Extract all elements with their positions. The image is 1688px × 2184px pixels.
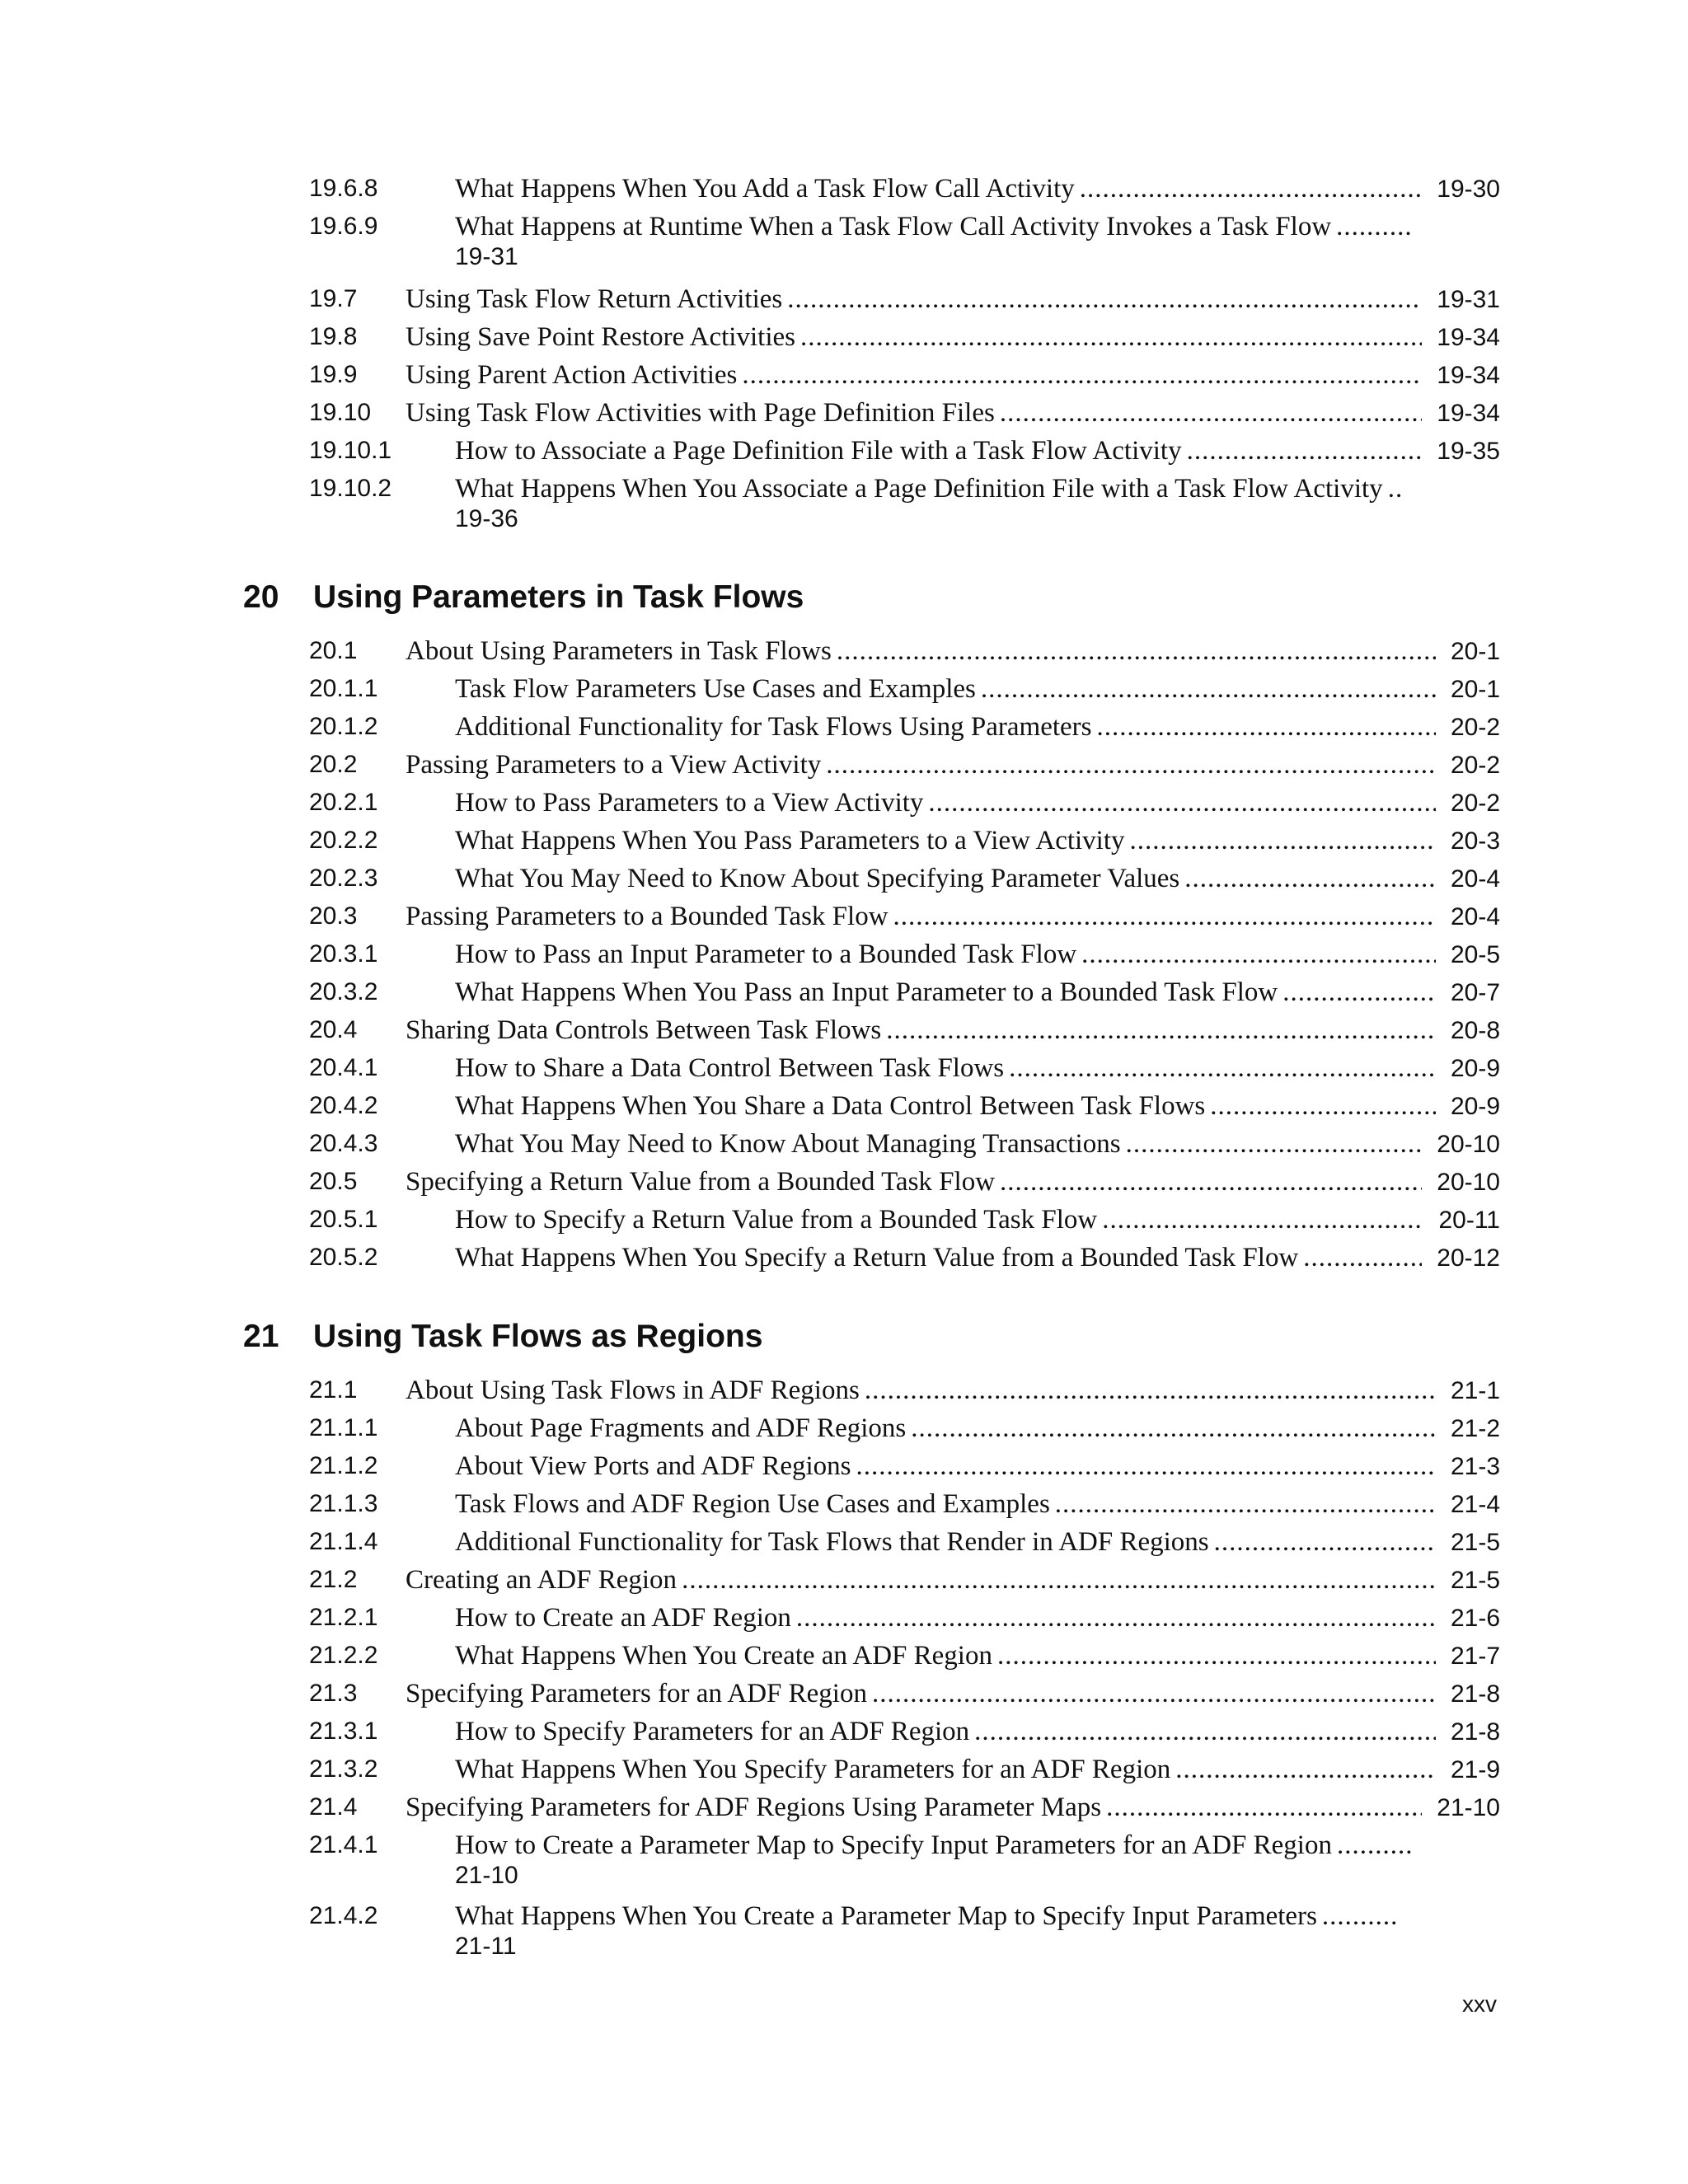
- entry-page: 21-9: [1450, 1756, 1500, 1783]
- entry-page: 21-1: [1450, 1377, 1500, 1404]
- toc-entry[interactable]: [309, 356, 1500, 394]
- toc-entry[interactable]: [309, 1125, 1500, 1163]
- entry-page: 21-7: [1450, 1643, 1500, 1670]
- entry-title: What Happens When You Specify Parameters for an ADF Region: [455, 1755, 1171, 1784]
- entry-number: 21.2.2: [309, 1642, 378, 1669]
- entry-page: 19-34: [1437, 400, 1500, 427]
- toc-entry[interactable]: [309, 973, 1500, 1011]
- toc-entry[interactable]: [309, 432, 1500, 470]
- entry-number: 20.2.2: [309, 827, 378, 854]
- entry-number: 20.2.1: [309, 789, 378, 816]
- entry-number: 21.4.2: [309, 1902, 378, 1929]
- toc-entry[interactable]: [309, 1713, 1500, 1750]
- entry-title: About Page Fragments and ADF Regions: [455, 1413, 907, 1443]
- entry-title: How to Create a Parameter Map to Specify Input Parameters for an ADF Region: [455, 1830, 1332, 1860]
- entry-page: 20-9: [1450, 1055, 1500, 1082]
- entry-title: What Happens When You Specify a Return Value from a Bounded Task Flow: [455, 1243, 1299, 1272]
- entry-page: 20-7: [1450, 979, 1500, 1006]
- entry-title: Using Task Flow Activities with Page Definition Files: [406, 398, 995, 428]
- dot-leader: [1388, 470, 1404, 508]
- entry-page: 20-11: [1438, 1207, 1500, 1234]
- entry-page: 20-9: [1450, 1093, 1500, 1120]
- entry-page: 19-30: [1437, 176, 1500, 203]
- entry-number: 20.1.2: [309, 713, 378, 740]
- entry-number: 20.3: [309, 902, 358, 930]
- dot-leader: [1097, 708, 1436, 746]
- dot-leader: [1336, 208, 1413, 246]
- toc-entry[interactable]: [309, 898, 1500, 935]
- entry-page: 19-31: [1437, 286, 1500, 313]
- toc-entry[interactable]: [309, 1201, 1500, 1239]
- toc-entry[interactable]: [309, 1485, 1500, 1523]
- entry-number: 20.4.2: [309, 1092, 378, 1119]
- dot-leader: [1000, 1163, 1422, 1201]
- entry-title: Specifying Parameters for an ADF Region: [406, 1679, 867, 1708]
- toc-entry[interactable]: [309, 1788, 1500, 1826]
- chapter-heading[interactable]: [243, 1316, 762, 1357]
- entry-number: 19.6.9: [309, 213, 378, 240]
- toc-entry[interactable]: [309, 1239, 1500, 1277]
- dot-leader: [1080, 170, 1423, 208]
- entry-page: 21-3: [1450, 1453, 1500, 1480]
- entry-page: 20-10: [1437, 1169, 1500, 1196]
- dot-leader: [865, 1371, 1436, 1409]
- entry-title: About Using Parameters in Task Flows: [406, 636, 832, 666]
- dot-leader: [837, 632, 1436, 670]
- entry-page: 20-8: [1450, 1017, 1500, 1044]
- entry-number: 21.4.1: [309, 1831, 378, 1858]
- dot-leader: [981, 670, 1436, 708]
- entry-page: 20-2: [1450, 752, 1500, 779]
- dot-leader: [1337, 1826, 1414, 1864]
- toc-entry[interactable]: [309, 1750, 1500, 1788]
- entry-number: 21.3.2: [309, 1755, 378, 1783]
- entry-title: How to Specify Parameters for an ADF Region: [455, 1717, 970, 1746]
- entry-title: Additional Functionality for Task Flows Using Parameters: [455, 712, 1092, 742]
- chapter-heading[interactable]: [243, 577, 804, 618]
- entry-number: 20.2: [309, 751, 358, 778]
- entry-page: 21-11: [455, 1933, 517, 1960]
- entry-title: How to Specify a Return Value from a Bounded Task Flow: [455, 1205, 1098, 1235]
- dot-leader: [1009, 1049, 1436, 1087]
- entry-title: How to Create an ADF Region: [455, 1603, 791, 1633]
- dot-leader: [928, 784, 1436, 822]
- entry-number: 21.4: [309, 1793, 358, 1821]
- entry-number: 20.5: [309, 1168, 358, 1195]
- entry-title: How to Associate a Page Definition File with a Task Flow Activity: [455, 436, 1182, 466]
- dot-leader: [1130, 822, 1436, 860]
- entry-page: 20-2: [1450, 790, 1500, 817]
- toc-entry[interactable]: [309, 1447, 1500, 1485]
- entry-title: Using Save Point Restore Activities: [406, 322, 795, 352]
- entry-number: 21.3.1: [309, 1718, 378, 1745]
- entry-number: 20.5.2: [309, 1244, 378, 1271]
- entry-number: 20.1.1: [309, 675, 378, 702]
- entry-page: 21-10: [455, 1862, 518, 1889]
- toc-entry[interactable]: [309, 1011, 1500, 1049]
- entry-title: What Happens at Runtime When a Task Flow Call Activity Invokes a Task Flow: [455, 212, 1332, 241]
- dot-leader: [1303, 1239, 1422, 1277]
- entry-title: Specifying a Return Value from a Bounded Task Flow: [406, 1167, 996, 1197]
- entry-number: 20.3.1: [309, 940, 378, 968]
- entry-number: 19.8: [309, 323, 358, 350]
- entry-title: What You May Need to Know About Managing Transactions: [455, 1129, 1121, 1159]
- entry-number: 19.6.8: [309, 175, 378, 202]
- toc-entry[interactable]: [309, 860, 1500, 898]
- entry-title: Using Parent Action Activities: [406, 360, 738, 390]
- entry-page: 20-12: [1437, 1244, 1500, 1272]
- toc-entry[interactable]: [309, 746, 1500, 784]
- dot-leader: [787, 280, 1422, 318]
- dot-leader: [742, 356, 1422, 394]
- entry-number: 21.1.1: [309, 1414, 378, 1441]
- dot-leader: [682, 1561, 1436, 1599]
- dot-leader: [1102, 1201, 1423, 1239]
- entry-title: Task Flows and ADF Region Use Cases and Examples: [455, 1489, 1050, 1519]
- dot-leader: [886, 1011, 1436, 1049]
- entry-number: 21.1.3: [309, 1490, 378, 1517]
- toc-entry[interactable]: [309, 1826, 1500, 1900]
- entry-title: Additional Functionality for Task Flows that Render in ADF Regions: [455, 1527, 1209, 1557]
- entry-number: 20.4.3: [309, 1130, 378, 1157]
- dot-leader: [826, 746, 1436, 784]
- toc-entry[interactable]: [309, 1599, 1500, 1637]
- chapter-title: Using Parameters in Task Flows: [313, 579, 804, 615]
- entry-number: 19.10.1: [309, 437, 392, 464]
- dot-leader: [796, 1599, 1436, 1637]
- chapter-title: Using Task Flows as Regions: [313, 1319, 763, 1354]
- entry-page: 20-1: [1450, 676, 1500, 703]
- entry-page: 21-5: [1450, 1567, 1500, 1594]
- entry-title: Passing Parameters to a Bounded Task Flow: [406, 902, 889, 931]
- entry-number: 20.4: [309, 1016, 358, 1043]
- entry-title: Sharing Data Controls Between Task Flows: [406, 1015, 882, 1045]
- entry-number: 21.3: [309, 1680, 358, 1707]
- entry-page: 19-34: [1437, 362, 1500, 389]
- entry-number: 20.2.3: [309, 865, 378, 892]
- entry-page: 21-2: [1450, 1415, 1500, 1442]
- entry-number: 19.10.2: [309, 475, 392, 502]
- entry-title: What Happens When You Associate a Page Definition File with a Task Flow Activity: [455, 474, 1383, 504]
- chapter-number: 21: [243, 1319, 279, 1354]
- toc-entry[interactable]: [309, 318, 1500, 356]
- entry-number: 21.2: [309, 1566, 358, 1593]
- entry-title: What Happens When You Pass Parameters to a View Activity: [455, 826, 1125, 855]
- entry-page: 21-5: [1450, 1529, 1500, 1556]
- dot-leader: [997, 1637, 1436, 1675]
- entry-title: About Using Task Flows in ADF Regions: [406, 1376, 860, 1405]
- entry-number: 19.9: [309, 361, 358, 388]
- entry-number: 20.3.2: [309, 978, 378, 1005]
- toc-entry[interactable]: [309, 1897, 1500, 1971]
- entry-number: 20.5.1: [309, 1206, 378, 1233]
- entry-title: What Happens When You Add a Task Flow Call Activity: [455, 174, 1075, 204]
- entry-title: Task Flow Parameters Use Cases and Examples: [455, 674, 976, 704]
- toc-entry[interactable]: [309, 1637, 1500, 1675]
- toc-entry[interactable]: [309, 394, 1500, 432]
- toc-entry[interactable]: [309, 784, 1500, 822]
- entry-page: 21-6: [1450, 1605, 1500, 1632]
- entry-page: 20-10: [1437, 1131, 1500, 1158]
- entry-page: 20-5: [1450, 941, 1500, 968]
- dot-leader: [1214, 1523, 1436, 1561]
- toc-entry[interactable]: [309, 935, 1500, 973]
- entry-number: 19.10: [309, 399, 372, 426]
- dot-leader: [1000, 394, 1422, 432]
- toc-entry[interactable]: [309, 470, 1500, 544]
- dot-leader: [974, 1713, 1436, 1750]
- dot-leader: [1175, 1750, 1436, 1788]
- toc-entry[interactable]: [309, 280, 1500, 318]
- toc-entry[interactable]: [309, 632, 1500, 670]
- dot-leader: [1210, 1087, 1436, 1125]
- entry-title: How to Pass an Input Parameter to a Bounded Task Flow: [455, 940, 1077, 969]
- entry-number: 21.2.1: [309, 1604, 378, 1631]
- entry-page: 20-4: [1450, 865, 1500, 893]
- entry-title: Passing Parameters to a View Activity: [406, 750, 822, 780]
- toc-entry[interactable]: [309, 1087, 1500, 1125]
- entry-title: Using Task Flow Return Activities: [406, 284, 783, 314]
- toc-entry[interactable]: [309, 708, 1500, 746]
- entry-page: 20-4: [1450, 903, 1500, 930]
- entry-number: 20.4.1: [309, 1054, 378, 1081]
- entry-title: What Happens When You Create an ADF Region: [455, 1641, 992, 1671]
- dot-leader: [1081, 935, 1436, 973]
- chapter-number: 20: [243, 579, 279, 615]
- entry-title: How to Share a Data Control Between Task Flows: [455, 1053, 1005, 1083]
- toc-entry[interactable]: [309, 170, 1500, 208]
- entry-page: 19-34: [1437, 324, 1500, 351]
- toc-entry[interactable]: [309, 1049, 1500, 1087]
- toc-entry[interactable]: [309, 670, 1500, 708]
- entry-number: 19.7: [309, 285, 358, 312]
- entry-title: About View Ports and ADF Regions: [455, 1451, 851, 1481]
- dot-leader: [1055, 1485, 1436, 1523]
- dot-leader: [1322, 1897, 1399, 1935]
- entry-page: 19-31: [455, 243, 518, 270]
- dot-leader: [1187, 432, 1423, 470]
- toc-entry[interactable]: [309, 1163, 1500, 1201]
- toc-entry[interactable]: [309, 208, 1500, 282]
- entry-title: What Happens When You Create a Parameter Map to Specify Input Parameters: [455, 1901, 1317, 1931]
- dot-leader: [856, 1447, 1436, 1485]
- toc-entry[interactable]: [309, 1371, 1500, 1409]
- entry-page: 20-3: [1450, 827, 1500, 855]
- entry-number: 20.1: [309, 637, 358, 664]
- entry-page: 20-1: [1450, 638, 1500, 665]
- dot-leader: [800, 318, 1422, 356]
- entry-page: 21-8: [1450, 1680, 1500, 1708]
- entry-title: How to Pass Parameters to a View Activity: [455, 788, 924, 818]
- entry-number: 21.1: [309, 1376, 358, 1404]
- entry-title: What Happens When You Pass an Input Parameter to a Bounded Task Flow: [455, 977, 1278, 1007]
- entry-number: 21.1.4: [309, 1528, 378, 1555]
- entry-title: Creating an ADF Region: [406, 1565, 678, 1595]
- dot-leader: [911, 1409, 1436, 1447]
- toc-entry[interactable]: [309, 822, 1500, 860]
- page-number: xxv: [1462, 1991, 1497, 2017]
- dot-leader: [872, 1675, 1436, 1713]
- dot-leader: [1126, 1125, 1423, 1163]
- entry-page: 21-4: [1450, 1491, 1500, 1518]
- entry-page: 21-10: [1437, 1794, 1500, 1821]
- dot-leader: [1106, 1788, 1422, 1826]
- entry-page: 21-8: [1450, 1718, 1500, 1746]
- entry-page: 20-2: [1450, 714, 1500, 741]
- entry-title: What You May Need to Know About Specifying Parameter Values: [455, 864, 1180, 893]
- entry-page: 19-35: [1437, 438, 1500, 465]
- toc-entry[interactable]: [309, 1675, 1500, 1713]
- entry-number: 21.1.2: [309, 1452, 378, 1479]
- entry-title: Specifying Parameters for ADF Regions Using Parameter Maps: [406, 1793, 1102, 1822]
- toc-entry[interactable]: [309, 1409, 1500, 1447]
- entry-title: What Happens When You Share a Data Control Between Task Flows: [455, 1091, 1206, 1121]
- toc-entry[interactable]: [309, 1561, 1500, 1599]
- dot-leader: [1184, 860, 1436, 898]
- dot-leader: [893, 898, 1436, 935]
- entry-page: 19-36: [455, 505, 518, 532]
- dot-leader: [1282, 973, 1436, 1011]
- toc-entry[interactable]: [309, 1523, 1500, 1561]
